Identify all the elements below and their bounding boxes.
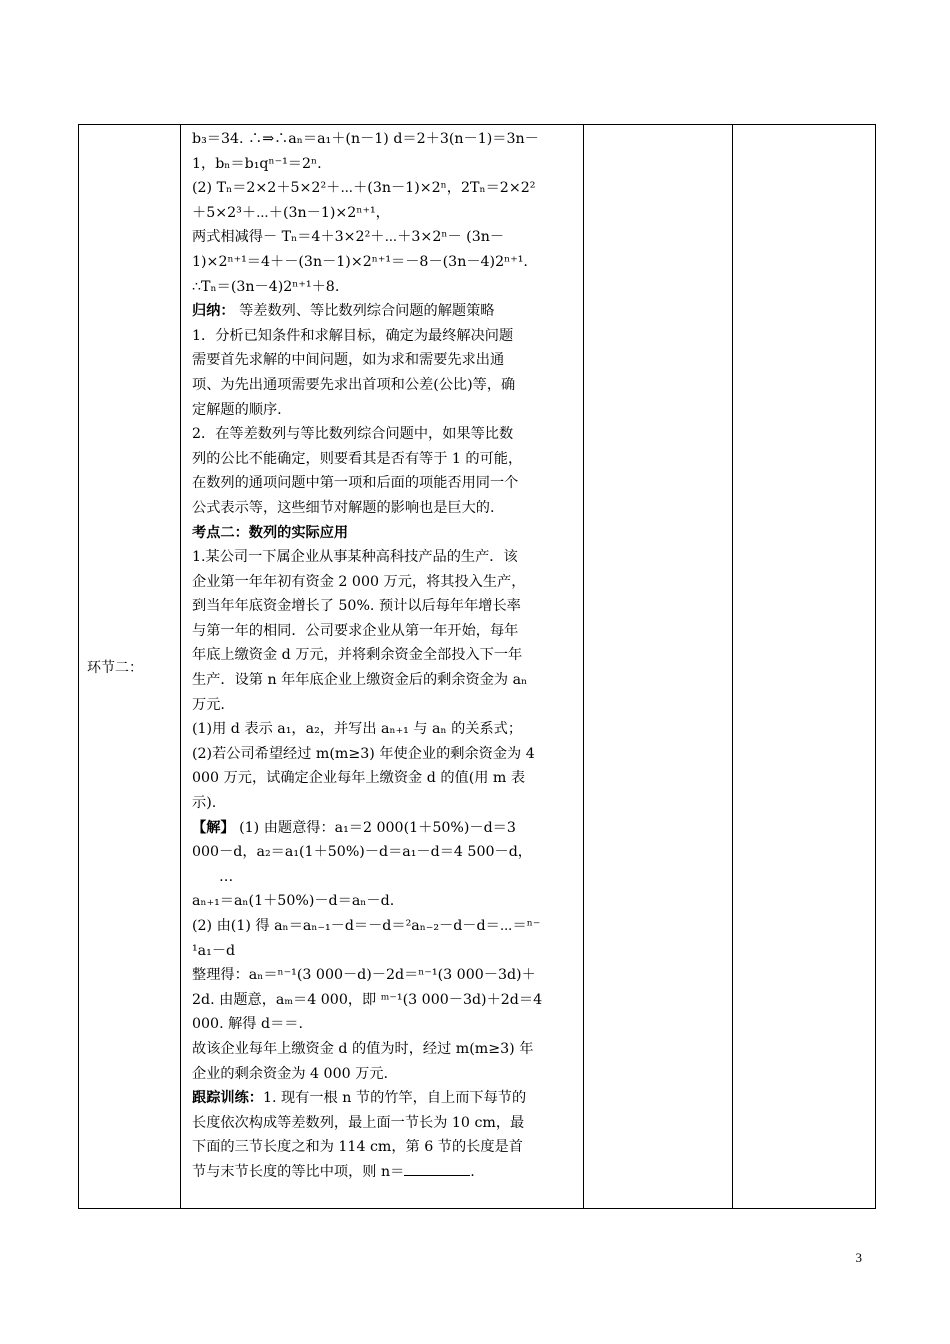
content-cell [181, 125, 584, 1209]
solution-title: 【解】 [192, 819, 235, 836]
point-heading: 考点二：数列的实际应用 [192, 524, 349, 541]
text-line: 下面的三节长度之和为 114 cm，第 6 节的长度是首 [192, 1139, 523, 1156]
empty-cell [733, 125, 876, 1209]
text-line: 000 万元，试确定企业每年上缴资金 d 的值(用 m 表 [192, 770, 526, 787]
text-line: 整理得：aₙ＝ⁿ⁻¹(3 000－d)－2d＝ⁿ⁻¹(3 000－3d)＋ [192, 967, 536, 984]
text-line: 故该企业每年上缴资金 d 的值为时，经过 m(m≥3) 年 [192, 1040, 534, 1057]
text-line: ＋5×2³＋⋯＋(3n－1)×2ⁿ⁺¹， [192, 204, 390, 221]
text-line: 企业第一年年初有资金 2 000 万元，将其投入生产， [192, 573, 526, 590]
text-line: 列的公比不能确定，则要看其是否有等于 1 的可能， [192, 450, 523, 467]
text-line: (1)用 d 表示 a₁，a₂，并写出 aₙ₊₁ 与 aₙ 的关系式； [192, 721, 523, 738]
text-line: (2) Tₙ＝2×2＋5×2²＋⋯＋(3n－1)×2ⁿ，2Tₙ＝2×2² [192, 180, 536, 197]
text-line: 万元. [192, 696, 225, 713]
text-line: 1.某公司一下属企业从事某种高科技产品的生产．该 [192, 549, 518, 566]
practice-last: 节与末节长度的等比中项，则 n＝ [192, 1163, 405, 1180]
section-label: 环节二： [87, 659, 143, 676]
summary-title: 归纳： [192, 303, 235, 320]
text-line: … [192, 868, 234, 885]
text-line: 企业的剩余资金为 4 000 万元. [192, 1065, 389, 1082]
text-line: aₙ₊₁＝aₙ(1＋50%)－d＝aₙ－d. [192, 893, 395, 910]
practice-title: 跟踪训练： [192, 1090, 263, 1107]
text-line: (2) 由(1) 得 aₙ＝aₙ₋₁－d＝－d＝²aₙ₋₂－d－d＝⋯＝ⁿ⁻ [192, 918, 541, 934]
text-line: 000－d，a₂＝a₁(1＋50%)－d＝a₁－d＝4 500－d， [192, 844, 532, 861]
text-line: 示). [192, 795, 217, 812]
summary-heading [192, 299, 573, 324]
practice-heading [192, 1086, 573, 1111]
table-row [79, 125, 876, 1209]
text-line: b₃＝34. ∴⇒∴aₙ＝a₁＋(n－1) d＝2＋3(n－1)＝3n－ [192, 131, 539, 147]
text-line: 1．分析已知条件和求解目标，确定为最终解决问题 [192, 327, 514, 344]
text-line: ¹a₁－d [192, 942, 236, 959]
text-line: 定解题的顺序. [192, 401, 282, 418]
text-line: ∴Tₙ＝(3n－4)2ⁿ⁺¹＋8. [192, 278, 340, 295]
summary-text: 等差数列、等比数列综合问题的解题策略 [234, 303, 495, 320]
text-line: 000. 解得 d＝＝. [192, 1016, 303, 1033]
text-line: 2d. 由题意，aₘ＝4 000，即 ᵐ⁻¹(3 000－3d)＋2d＝4 [192, 991, 543, 1008]
text-line: 需要首先求解的中间问题，如为求和需要先求出通 [192, 352, 505, 369]
page-number: 3 [855, 1250, 862, 1265]
text-line: 与第一年的相同．公司要求企业从第一年开始，每年 [192, 622, 519, 639]
text-line: 两式相减得－ Tₙ＝4＋3×2²＋⋯＋3×2ⁿ－ (3n－ [192, 229, 505, 246]
text-line: 在数列的通项问题中第一项和后面的项能否用同一个 [192, 475, 519, 492]
text-line: 1)×2ⁿ⁺¹＝4＋－(3n－1)×2ⁿ⁺¹＝－8－(3n－4)2ⁿ⁺¹. [192, 253, 528, 270]
content-body [181, 125, 583, 1185]
solution-heading [192, 816, 573, 841]
text-line: 生产．设第 n 年年底企业上缴资金后的剩余资金为 aₙ [192, 672, 528, 689]
text-line: (2)若公司希望经过 m(m≥3) 年使企业的剩余资金为 4 [192, 745, 535, 762]
text-line: 到当年年底资金增长了 50%. 预计以后每年年增长率 [192, 598, 521, 615]
practice-last-line [192, 1160, 573, 1185]
empty-cell [584, 125, 733, 1209]
text-line: 项、为先出通项需要先求出首项和公差(公比)等，确 [192, 376, 516, 393]
lesson-table [78, 124, 876, 1209]
text-line: 年底上缴资金 d 万元，并将剩余资金全部投入下一年 [192, 647, 523, 664]
solution-first: (1) 由题意得：a₁＝2 000(1＋50%)－d＝3 [234, 819, 516, 836]
section-cell [79, 125, 181, 1209]
practice-end: . [470, 1163, 475, 1180]
practice-first: 1. 现有一根 n 节的竹竿，自上而下每节的 [262, 1090, 527, 1107]
text-line: 2．在等差数列与等比数列综合问题中，如果等比数 [192, 426, 514, 443]
text-line: 1，bₙ＝b₁qⁿ⁻¹＝2ⁿ. [192, 155, 322, 172]
text-line: 公式表示等，这些细节对解题的影响也是巨大的. [192, 499, 495, 516]
answer-blank[interactable] [404, 1161, 470, 1176]
text-line: 长度依次构成等差数列，最上面一节长为 10 cm，最 [192, 1114, 525, 1131]
